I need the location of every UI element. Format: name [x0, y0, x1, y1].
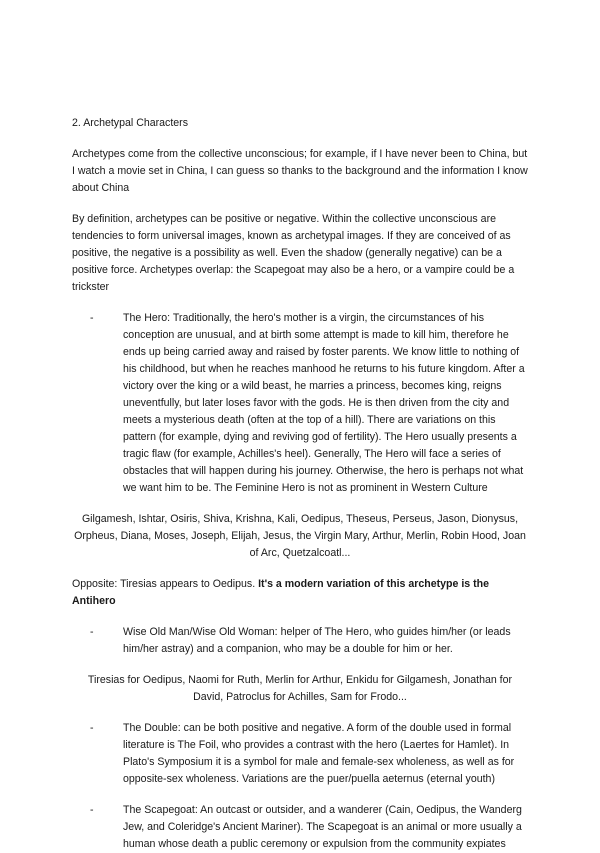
double-text: The Double: can be both positive and negative. A form of the double used in formal literature is The Foil, who provides a contrast with the hero (Laertes for Hamlet). In Plato's Symposium it is a symbol for male and female-sex wholeness, as well as for opposite-sex wholeness. Variations are the puer/puella aeternus (eternal youth) [123, 722, 515, 785]
opposite-paragraph [72, 576, 528, 610]
section-heading: 2. Archetypal Characters [72, 117, 188, 129]
intro-paragraph: Archetypes come from the collective unconscious; for example, if I have never been to China, but I watch a movie set in China, I can guess so thanks to the background and the information I know about China [72, 148, 528, 194]
scapegoat-text: The Scapegoat: An outcast or outsider, and a wanderer (Cain, Oedipus, the Wanderg Jew, and Coleridge's Ancient Mariner). The Scapegoat is an animal or more usually a human whose death a public ceremony or expulsion from the community expiates [123, 804, 522, 850]
hero-bullet [90, 310, 528, 497]
hero-text: The Hero: Traditionally, the hero's mother is a virgin, the circumstances of his conception are unusual, and at birth some attempt is made to kill him, therefore he ends up being carried away and raised by foster parents. We know little to nothing of his childhood, but when he reaches manhood he returns to his future kingdom. After a victory over the king or a wild beast, he marries a princess, becomes king, reigns uneventfully, but later loses favor with the gods. He is then driven from the city and meets a mysterious death (often at the top of a hill). There are variations on this pattern (for example, dying and reviving god of fertility). The Hero usually presents a tragic flaw (for example, Achilles's heel). Generally, The Hero will face a series of obstacles that will happen during his journey. Otherwise, the hero is perhaps not what we want him to be. The Feminine Hero is not as prominent in Western Culture [123, 312, 525, 494]
bullet-marker: - [90, 804, 94, 816]
bullet-marker: - [90, 312, 94, 324]
wise-old-bullet [90, 624, 528, 658]
opposite-plain-text: Opposite: Tiresias appears to Oedipus. [72, 578, 259, 590]
wise-old-text: Wise Old Man/Wise Old Woman: helper of The Hero, who guides him/her (or leads him/her astray) and a companion, who may be a double for him or her. [123, 626, 511, 655]
bullet-marker: - [90, 626, 94, 638]
hero-examples: Gilgamesh, Ishtar, Osiris, Shiva, Krishna, Kali, Oedipus, Theseus, Perseus, Jason, Dionysus, Orpheus, Diana, Moses, Joseph, Elijah, Jesus, the Virgin Mary, Arthur, Merlin, Robin Hood, Joan of Arc, Quetzalcoatl... [74, 513, 526, 559]
scapegoat-bullet [90, 802, 528, 853]
bullet-marker: - [90, 722, 94, 734]
double-bullet [90, 720, 528, 788]
opposite-bold-text: It's a modern variation of this archetype is the Antihero [72, 578, 490, 607]
wise-old-examples: Tiresias for Oedipus, Naomi for Ruth, Merlin for Arthur, Enkidu for Gilgamesh, Jonathan for David, Patroclus for Achilles, Sam for Frodo... [87, 674, 513, 703]
definition-paragraph: By definition, archetypes can be positive or negative. Within the collective unconscious are tendencies to form universal images, known as archetypal images. If they are conceived of as positive, the negative is a possibility as well. Even the shadow (generally negative) can be a positive force. Archetypes overlap: the Scapegoat may also be a hero, or a vampire could be a trickster [72, 213, 515, 293]
